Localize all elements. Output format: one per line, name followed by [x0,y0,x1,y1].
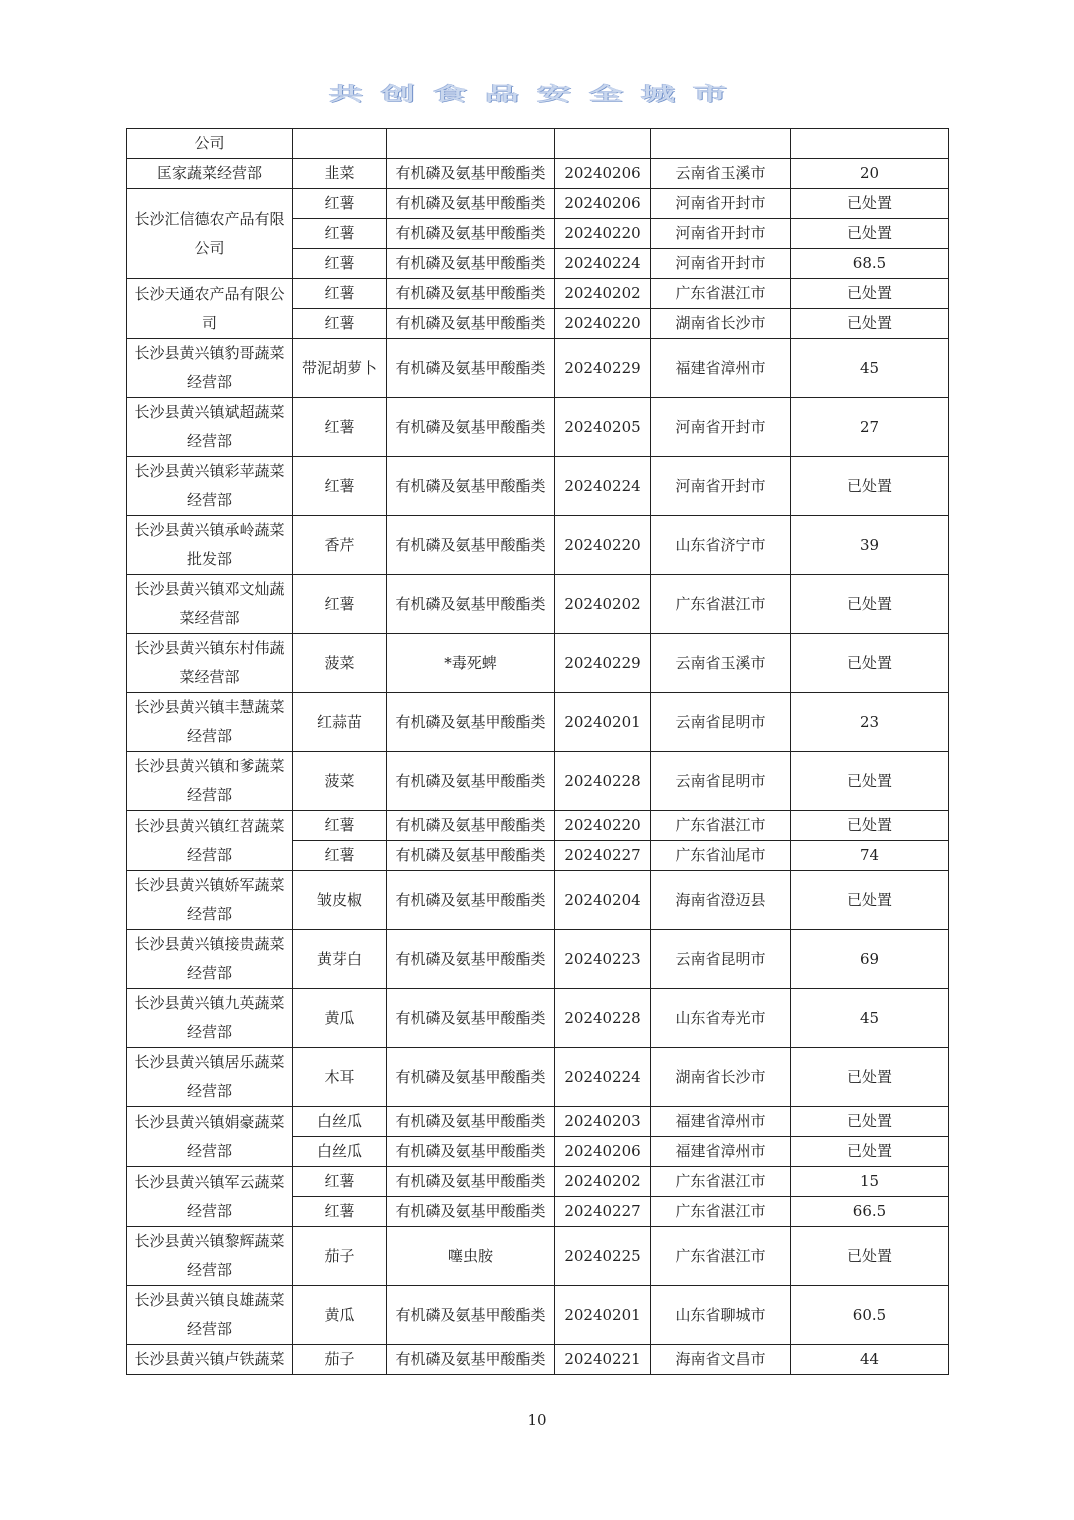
cell-result: 45 [791,989,949,1048]
cell-result: 已处置 [791,1107,949,1137]
table-row [127,811,949,841]
cell-test-item: 有机磷及氨基甲酸酯类 [387,930,555,989]
cell-origin: 福建省漳州市 [651,1107,791,1137]
table-row [127,516,949,575]
cell-test-item: 有机磷及氨基甲酸酯类 [387,279,555,309]
cell-date: 20240201 [555,1286,651,1345]
table-row [127,634,949,693]
cell-result: 20 [791,159,949,189]
cell-origin: 云南省昆明市 [651,752,791,811]
cell-date: 20240205 [555,398,651,457]
table-row [127,279,949,309]
cell-result: 44 [791,1345,949,1375]
cell-product: 皱皮椒 [293,871,387,930]
cell-product: 红薯 [293,575,387,634]
results-table [126,128,949,1375]
table-row [127,189,949,219]
cell-product: 红薯 [293,309,387,339]
cell-date: 20240202 [555,279,651,309]
cell-origin: 山东省济宁市 [651,516,791,575]
cell-result: 39 [791,516,949,575]
cell-product [293,129,387,159]
cell-organization: 长沙县黄兴镇东村伟蔬菜经营部 [127,634,293,693]
table-row [127,871,949,930]
cell-test-item: 有机磷及氨基甲酸酯类 [387,1197,555,1227]
cell-origin: 河南省开封市 [651,189,791,219]
cell-result: 已处置 [791,279,949,309]
cell-date: 20240228 [555,752,651,811]
table-row [127,930,949,989]
cell-date: 20240227 [555,1197,651,1227]
cell-product: 香芹 [293,516,387,575]
cell-result: 已处置 [791,752,949,811]
cell-date [555,129,651,159]
cell-organization: 长沙县黄兴镇良雄蔬菜经营部 [127,1286,293,1345]
cell-date: 20240202 [555,1167,651,1197]
cell-date: 20240229 [555,339,651,398]
cell-origin: 河南省开封市 [651,249,791,279]
cell-organization: 长沙县黄兴镇豹哥蔬菜经营部 [127,339,293,398]
cell-result: 已处置 [791,309,949,339]
cell-date: 20240220 [555,309,651,339]
table-body [127,129,949,1375]
cell-result: 已处置 [791,189,949,219]
cell-organization: 公司 [127,129,293,159]
cell-product: 红薯 [293,1167,387,1197]
cell-test-item: 有机磷及氨基甲酸酯类 [387,871,555,930]
cell-origin: 河南省开封市 [651,219,791,249]
cell-date: 20240229 [555,634,651,693]
table-row [127,159,949,189]
cell-test-item: 有机磷及氨基甲酸酯类 [387,693,555,752]
cell-result: 已处置 [791,871,949,930]
table-row [127,1345,949,1375]
cell-result: 27 [791,398,949,457]
cell-origin: 福建省漳州市 [651,1137,791,1167]
cell-origin [651,129,791,159]
cell-organization: 长沙县黄兴镇斌超蔬菜经营部 [127,398,293,457]
cell-result: 74 [791,841,949,871]
cell-date: 20240220 [555,516,651,575]
cell-product: 红薯 [293,398,387,457]
cell-date: 20240224 [555,1048,651,1107]
header-banner: 共创食品安全城市 [329,83,745,106]
cell-result: 69 [791,930,949,989]
cell-origin: 河南省开封市 [651,398,791,457]
cell-organization: 长沙县黄兴镇卢铁蔬菜 [127,1345,293,1375]
table-row [127,398,949,457]
cell-origin: 云南省昆明市 [651,693,791,752]
table-row [127,1107,949,1137]
cell-origin: 广东省湛江市 [651,1227,791,1286]
cell-date: 20240202 [555,575,651,634]
cell-product: 菠菜 [293,634,387,693]
table-row [127,752,949,811]
cell-product: 菠菜 [293,752,387,811]
cell-organization: 长沙县黄兴镇丰慧蔬菜经营部 [127,693,293,752]
cell-date: 20240220 [555,811,651,841]
cell-product: 带泥胡萝卜 [293,339,387,398]
cell-origin: 云南省玉溪市 [651,634,791,693]
cell-organization: 长沙县黄兴镇彩苹蔬菜经营部 [127,457,293,516]
cell-organization: 长沙县黄兴镇红苕蔬菜经营部 [127,811,293,871]
cell-result: 已处置 [791,219,949,249]
cell-result: 已处置 [791,811,949,841]
cell-result: 68.5 [791,249,949,279]
cell-product: 红薯 [293,279,387,309]
cell-test-item: 有机磷及氨基甲酸酯类 [387,1286,555,1345]
cell-origin: 河南省开封市 [651,457,791,516]
cell-date: 20240221 [555,1345,651,1375]
cell-organization: 长沙县黄兴镇军云蔬菜经营部 [127,1167,293,1227]
cell-result: 66.5 [791,1197,949,1227]
cell-test-item: 有机磷及氨基甲酸酯类 [387,339,555,398]
cell-test-item [387,129,555,159]
cell-product: 茄子 [293,1227,387,1286]
cell-organization: 长沙县黄兴镇娇军蔬菜经营部 [127,871,293,930]
cell-test-item: 有机磷及氨基甲酸酯类 [387,159,555,189]
cell-origin: 海南省澄迈县 [651,871,791,930]
cell-organization: 长沙县黄兴镇邓文灿蔬菜经营部 [127,575,293,634]
cell-test-item: 有机磷及氨基甲酸酯类 [387,249,555,279]
cell-test-item: 有机磷及氨基甲酸酯类 [387,1048,555,1107]
cell-result: 45 [791,339,949,398]
cell-date: 20240225 [555,1227,651,1286]
cell-test-item: 有机磷及氨基甲酸酯类 [387,811,555,841]
cell-result [791,129,949,159]
cell-product: 红薯 [293,219,387,249]
cell-result: 已处置 [791,1048,949,1107]
cell-organization: 长沙县黄兴镇居乐蔬菜经营部 [127,1048,293,1107]
cell-test-item: 有机磷及氨基甲酸酯类 [387,575,555,634]
cell-result: 已处置 [791,634,949,693]
cell-origin: 山东省寿光市 [651,989,791,1048]
cell-test-item: 有机磷及氨基甲酸酯类 [387,841,555,871]
cell-date: 20240228 [555,989,651,1048]
table-row [127,129,949,159]
cell-result: 23 [791,693,949,752]
cell-origin: 云南省昆明市 [651,930,791,989]
table-row [127,693,949,752]
cell-organization: 匡家蔬菜经营部 [127,159,293,189]
page-number: 10 [527,1411,547,1429]
table-row [127,989,949,1048]
table-row [127,1048,949,1107]
cell-test-item: 有机磷及氨基甲酸酯类 [387,516,555,575]
cell-date: 20240201 [555,693,651,752]
cell-origin: 湖南省长沙市 [651,309,791,339]
cell-product: 红薯 [293,249,387,279]
cell-origin: 广东省湛江市 [651,1167,791,1197]
cell-date: 20240220 [555,219,651,249]
table-row [127,1227,949,1286]
cell-date: 20240204 [555,871,651,930]
cell-organization: 长沙汇信德农产品有限公司 [127,189,293,279]
cell-organization: 长沙县黄兴镇娟豪蔬菜经营部 [127,1107,293,1167]
cell-test-item: 有机磷及氨基甲酸酯类 [387,1167,555,1197]
cell-organization: 长沙县黄兴镇接贵蔬菜经营部 [127,930,293,989]
cell-product: 茄子 [293,1345,387,1375]
cell-result: 60.5 [791,1286,949,1345]
table-row [127,1167,949,1197]
cell-origin: 广东省汕尾市 [651,841,791,871]
cell-test-item: 噻虫胺 [387,1227,555,1286]
cell-origin: 广东省湛江市 [651,279,791,309]
cell-result: 已处置 [791,457,949,516]
cell-product: 木耳 [293,1048,387,1107]
cell-origin: 广东省湛江市 [651,811,791,841]
cell-origin: 广东省湛江市 [651,1197,791,1227]
cell-product: 黄瓜 [293,1286,387,1345]
cell-product: 红薯 [293,189,387,219]
results-table-container [126,128,948,1375]
cell-test-item: 有机磷及氨基甲酸酯类 [387,1345,555,1375]
table-row [127,1286,949,1345]
cell-date: 20240206 [555,1137,651,1167]
cell-origin: 福建省漳州市 [651,339,791,398]
cell-result: 已处置 [791,1227,949,1286]
cell-organization: 长沙县黄兴镇九英蔬菜经营部 [127,989,293,1048]
cell-test-item: 有机磷及氨基甲酸酯类 [387,219,555,249]
cell-origin: 山东省聊城市 [651,1286,791,1345]
cell-result: 已处置 [791,575,949,634]
cell-product: 红蒜苗 [293,693,387,752]
cell-origin: 云南省玉溪市 [651,159,791,189]
cell-date: 20240224 [555,457,651,516]
table-row [127,339,949,398]
cell-result: 15 [791,1167,949,1197]
cell-product: 白丝瓜 [293,1137,387,1167]
cell-test-item: 有机磷及氨基甲酸酯类 [387,398,555,457]
table-row [127,457,949,516]
cell-test-item: 有机磷及氨基甲酸酯类 [387,989,555,1048]
cell-organization: 长沙县黄兴镇承岭蔬菜批发部 [127,516,293,575]
cell-product: 红薯 [293,811,387,841]
cell-date: 20240223 [555,930,651,989]
cell-test-item: 有机磷及氨基甲酸酯类 [387,752,555,811]
cell-date: 20240206 [555,159,651,189]
cell-date: 20240206 [555,189,651,219]
cell-origin: 海南省文昌市 [651,1345,791,1375]
table-row [127,575,949,634]
cell-test-item: 有机磷及氨基甲酸酯类 [387,1107,555,1137]
cell-organization: 长沙县黄兴镇和爹蔬菜经营部 [127,752,293,811]
cell-product: 红薯 [293,1197,387,1227]
cell-product: 黄瓜 [293,989,387,1048]
cell-organization: 长沙天通农产品有限公司 [127,279,293,339]
cell-product: 红薯 [293,457,387,516]
cell-product: 黄芽白 [293,930,387,989]
cell-date: 20240224 [555,249,651,279]
cell-test-item: 有机磷及氨基甲酸酯类 [387,309,555,339]
cell-test-item: 有机磷及氨基甲酸酯类 [387,457,555,516]
cell-result: 已处置 [791,1137,949,1167]
cell-organization: 长沙县黄兴镇黎辉蔬菜经营部 [127,1227,293,1286]
cell-test-item: 有机磷及氨基甲酸酯类 [387,1137,555,1167]
cell-product: 白丝瓜 [293,1107,387,1137]
cell-origin: 广东省湛江市 [651,575,791,634]
cell-origin: 湖南省长沙市 [651,1048,791,1107]
cell-product: 红薯 [293,841,387,871]
cell-product: 韭菜 [293,159,387,189]
cell-test-item: 有机磷及氨基甲酸酯类 [387,189,555,219]
cell-date: 20240227 [555,841,651,871]
cell-date: 20240203 [555,1107,651,1137]
cell-test-item: *毒死蜱 [387,634,555,693]
